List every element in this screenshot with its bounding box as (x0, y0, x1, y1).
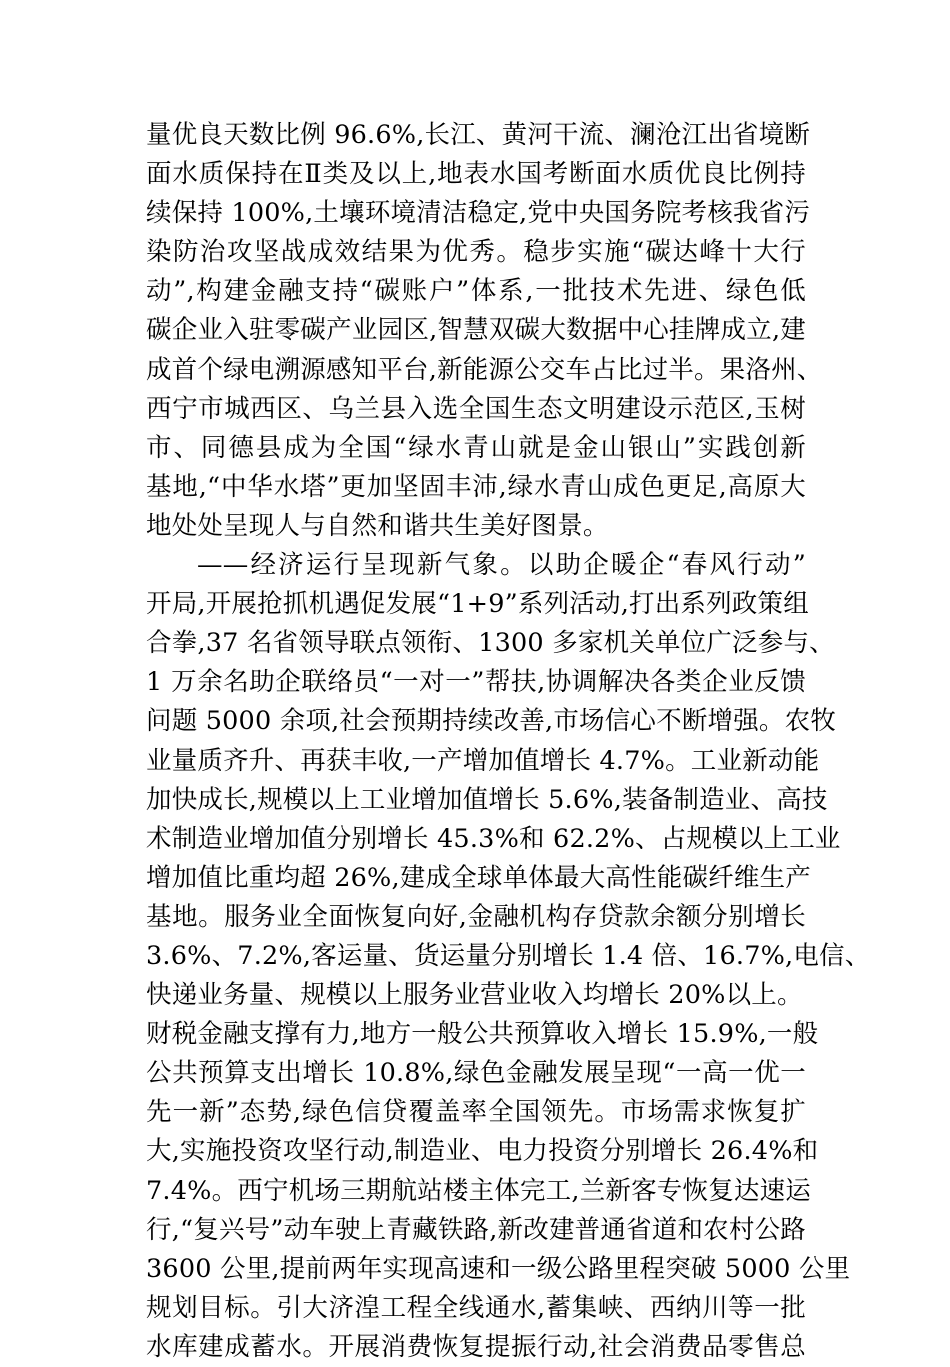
text-line: 业量质齐升、再获丰收,一产增加值增长 4.7%。工业新动能 (146, 745, 820, 776)
text-line: 术制造业增加值分别增长 45.3%和 62.2%、占规模以上工业 (146, 823, 841, 854)
text-line: 7.4%。西宁机场三期航站楼主体完工,兰新客专恢复达速运 (146, 1175, 811, 1206)
text-line: 规划目标。引大济湟工程全线通水,蓄集峡、西纳川等一批 (146, 1292, 806, 1323)
text-line: 增加值比重均超 26%,建成全球单体最大高性能碳纤维生产 (146, 862, 811, 893)
paragraph-end-line: 地处处呈现人与自然和谐共生美好图景。 (146, 510, 609, 541)
text-line: 合拳,37 名省领导联点领衔、1300 多家机关单位广泛参与、 (146, 628, 835, 659)
text-line: 财税金融支撑有力,地方一般公共预算收入增长 15.9%,一般 (146, 1019, 819, 1050)
text-line: 面水质保持在Ⅱ类及以上,地表水国考断面水质优良比例持 (146, 159, 806, 190)
text-line: 续保持 100%,土壤环境清洁稳定,党中央国务院考核我省污 (146, 198, 811, 229)
text-line: 动”,构建金融支持“碳账户”体系,一批技术先进、绿色低 (146, 276, 806, 307)
text-line: 先一新”态势,绿色信贷覆盖率全国领先。市场需求恢复扩 (146, 1097, 806, 1128)
text-line: 公共预算支出增长 10.8%,绿色金融发展呈现“一高一优一 (146, 1058, 806, 1089)
document-page (146, 116, 871, 1367)
text-line: 3.6%、7.2%,客运量、货运量分别增长 1.4 倍、16.7%,电信、 (146, 940, 871, 971)
text-line: 基地,“中华水塔”更加坚固丰沛,绿水青山成色更足,高原大 (146, 471, 806, 502)
text-line: 西宁市城西区、乌兰县入选全国生态文明建设示范区,玉树 (146, 393, 806, 424)
paragraph-start-line: ——经济运行呈现新气象。以助企暖企“春风行动” (197, 550, 806, 581)
text-line: 染防治攻坚战成效结果为优秀。稳步实施“碳达峰十大行 (146, 237, 806, 268)
text-line: 快递业务量、规模以上服务业营业收入均增长 20%以上。 (146, 980, 803, 1011)
text-line: 开局,开展抢抓机遇促发展“1+9”系列活动,打出系列政策组 (146, 589, 809, 620)
text-line: 行,“复兴号”动车驶上青藏铁路,新改建普通省道和农村公路 (146, 1214, 806, 1245)
text-line: 成首个绿电溯源感知平台,新能源公交车占比过半。果洛州、 (146, 354, 823, 385)
text-line: 水库建成蓄水。开展消费恢复提振行动,社会消费品零售总 (146, 1331, 806, 1362)
text-line: 碳企业入驻零碳产业园区,智慧双碳大数据中心挂牌成立,建 (146, 315, 806, 346)
text-line: 加快成长,规模以上工业增加值增长 5.6%,装备制造业、高技 (146, 784, 828, 815)
text-line: 量优良天数比例 96.6%,长江、黄河干流、澜沧江出省境断 (146, 120, 811, 150)
text-line: 1 万余名助企联络员“一对一”帮扶,协调解决各类企业反馈 (146, 667, 806, 698)
text-line: 大,实施投资攻坚行动,制造业、电力投资分别增长 26.4%和 (146, 1136, 819, 1167)
text-line: 3600 公里,提前两年实现高速和一级公路里程突破 5000 公里 (146, 1253, 851, 1284)
text-line: 问题 5000 余项,社会预期持续改善,市场信心不断增强。农牧 (146, 706, 837, 737)
text-line: 基地。服务业全面恢复向好,金融机构存贷款余额分别增长 (146, 901, 806, 932)
text-line: 市、同德县成为全国“绿水青山就是金山银山”实践创新 (146, 432, 806, 463)
